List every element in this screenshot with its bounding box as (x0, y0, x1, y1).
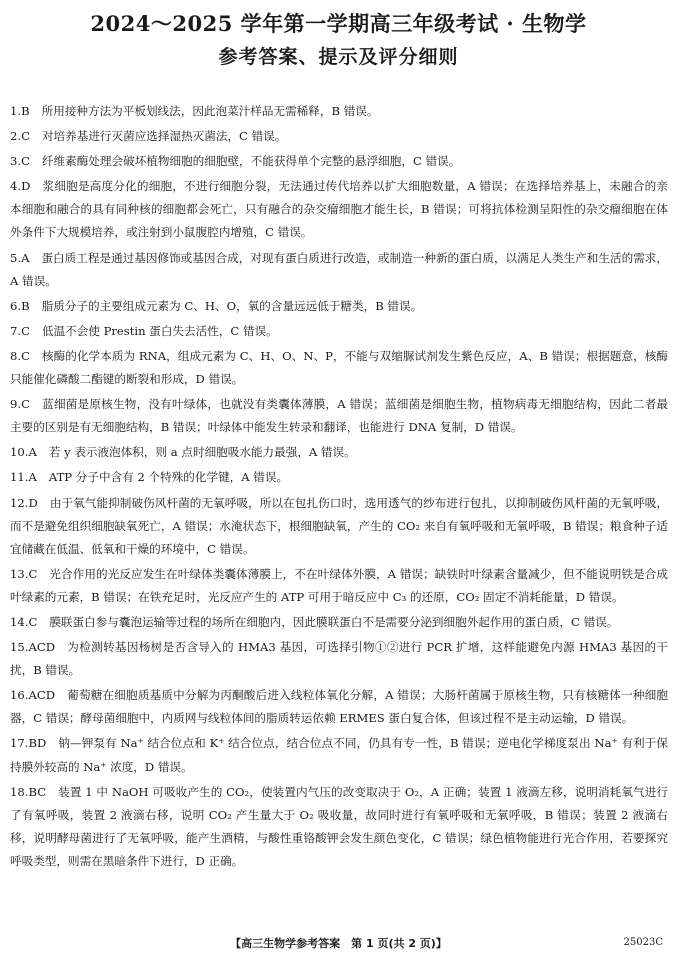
document-code: 25023C (623, 937, 663, 948)
answer-key: C (21, 348, 30, 363)
question-number: 17. (10, 736, 29, 751)
answer-key: C (21, 129, 30, 144)
answer-item (10, 492, 668, 561)
answer-explanation: 浆细胞是高度分化的细胞，不进行细胞分裂，无法通过传代培养以扩大细胞数量，A 错误；在选择培养基上，未融合的亲本细胞和融合的具有同种核的细胞都会死亡，只有融合的杂交瘤细胞才能生长，B 错误；可将抗体检测呈阳性的杂交瘤细胞在体外条件下大规模培养，或注射到小鼠腹腔内增殖，C 错误。 (10, 179, 668, 240)
answer-key: D (21, 179, 31, 194)
answer-explanation: ATP 分子中含有 2 个特殊的化学键，A 错误。 (48, 470, 289, 485)
answer-key: C (28, 614, 38, 629)
question-number: 12. (10, 495, 29, 510)
answer-explanation: 蛋白质工程是通过基因修饰或基因合成，对现有蛋白质进行改造，或制造一种新的蛋白质，以满足人类生产和生活的需求，A 错误。 (10, 250, 668, 288)
answer-item (10, 636, 668, 682)
question-number: 8. (10, 348, 22, 363)
question-number: 11. (10, 470, 29, 485)
answer-key: B (21, 104, 30, 118)
page-footer: 【高三生物学参考答案 第 1 页(共 2 页)】 (230, 937, 447, 950)
question-number: 4. (10, 179, 22, 194)
question-number: 15. (10, 640, 29, 655)
answer-key: B (21, 298, 30, 313)
answer-item (10, 441, 668, 464)
answer-item (10, 563, 668, 609)
answer-item (10, 732, 668, 778)
question-number: 18. (10, 784, 29, 799)
answer-explanation: 葡萄糖在细胞质基质中分解为丙酮酸后进入线粒体氧化分解，A 错误；大肠杆菌属于原核生物，只有核糖体一种细胞器，C 错误；酵母菌细胞中，内质网与线粒体间的脂质转运依赖 ERMES 蛋白复合体，但该过程不是主动运输，D 错误。 (10, 688, 668, 726)
answer-explanation: 低温不会使 Prestin 蛋白失去活性，C 错误。 (41, 323, 278, 338)
answer-item (10, 247, 668, 293)
question-number: 10. (10, 445, 29, 460)
answer-item (10, 125, 668, 148)
answer-item (10, 684, 668, 730)
question-number: 2. (10, 129, 22, 144)
answer-item (10, 175, 668, 244)
answer-item (10, 100, 668, 123)
question-number: 13. (10, 566, 29, 581)
answer-item (10, 611, 668, 634)
answer-list (10, 100, 668, 875)
answer-item (10, 320, 668, 343)
answer-item (10, 466, 668, 489)
page-title: 2024～2025 学年第一学期高三年级考试 · 生物学 (90, 11, 587, 36)
answer-key: BD (28, 736, 47, 751)
answer-key: C (21, 323, 30, 338)
question-number: 14. (10, 614, 29, 629)
question-number: 3. (10, 154, 22, 169)
answer-explanation: 光合作用的光反应发生在叶绿体类囊体薄膜上，不在叶绿体外膜，A 错误；缺铁时叶绿素含量减少，但不能说明铁是合成叶绿素的元素，B 错误；在铁充足时，光反应产生的 ATP 可用于暗反应中 C₃ 的还原，CO₂ 固定不消耗能量，D 错误。 (10, 566, 668, 604)
answer-key: A (28, 445, 37, 460)
answer-item (10, 345, 668, 391)
answer-explanation: 脂质分子的主要组成元素为 C、H、O，氧的含量远远低于糖类，B 错误。 (41, 298, 423, 313)
answer-item (10, 150, 668, 173)
answer-key: ACD (28, 688, 55, 703)
answer-key: C (28, 566, 38, 581)
answer-explanation: 由于氧气能抑制破伤风杆菌的无氧呼吸，所以在包扎伤口时，选用透气的纱布进行包扎，以抑制破伤风杆菌的无氧呼吸，而不是避免组织细胞缺氧死亡，A 错误；水淹状态下，根细胞缺氧，产生的 CO₂ 来自有氧呼吸和无氧呼吸，B 错误；粮食种子适宜储藏在低温、低氧和干燥的环境中，C 错误。 (10, 495, 668, 556)
question-number: 9. (10, 397, 22, 412)
question-number: 1. (10, 104, 22, 118)
answer-explanation: 膜联蛋白参与囊泡运输等过程的场所在细胞内，因此膜联蛋白不是需要分泌到细胞外起作用的蛋白质，C 错误。 (49, 614, 619, 629)
answer-explanation: 核酶的化学本质为 RNA，组成元素为 C、H、O、N、P，不能与双缩脲试剂发生紫色反应，A、B 错误；根据题意，核酶只能催化磷酸二酯键的断裂和形成，D 错误。 (10, 348, 668, 387)
question-number: 5. (10, 250, 22, 265)
answer-explanation: 装置 1 中 NaOH 可吸收产生的 CO₂，使装置内气压的改变取决于 O₂，A 正确；装置 1 液滴左移，说明消耗氧气进行了有氧呼吸，装置 2 液滴右移，说明 CO₂ 产生量大于 O₂ 吸收量，故同时进行有氧呼吸和无氧呼吸，B 错误；装置 2 液滴右移，说明酵母菌进行了无氧呼吸，能产生酒精，与酸性重铬酸钾会发生颜色变化，C 错误；绿色植物能进行光合作用，若要探究呼吸类型，则需在黑暗条件下进行，D 正确。 (10, 784, 668, 868)
page-subtitle: 参考答案、提示及评分细则 (218, 46, 459, 68)
answer-explanation: 蓝细菌是原核生物，没有叶绿体，也就没有类囊体薄膜，A 错误；蓝细菌是细胞生物，植物病毒无细胞结构，因此二者最主要的区别是有无细胞结构，B 错误；叶绿体中能发生转录和翻译，也能进行 DNA 复制，D 错误。 (10, 397, 668, 435)
question-number: 7. (10, 323, 22, 338)
answer-item (10, 393, 668, 439)
answer-key: D (28, 495, 38, 510)
answer-key: A (28, 470, 37, 485)
question-number: 16. (10, 688, 29, 703)
question-number: 6. (10, 298, 22, 313)
answer-key: ACD (28, 640, 55, 655)
answer-key: C (21, 154, 30, 169)
answer-item (10, 781, 668, 873)
answer-explanation: 钠—钾泵有 Na⁺ 结合位点和 K⁺ 结合位点，结合位点不同，仍具有专一性，B 错误；逆电化学梯度泵出 Na⁺ 有利于保持膜外较高的 Na⁺ 浓度，D 错误。 (10, 736, 668, 774)
answer-key: C (21, 397, 30, 412)
answer-explanation: 所用接种方法为平板划线法，因此泡菜汁样品无需稀释，B 错误。 (41, 104, 379, 118)
answer-key: A (21, 250, 30, 265)
answer-explanation: 对培养基进行灭菌应选择湿热灭菌法，C 错误。 (41, 129, 287, 144)
answer-key: BC (28, 784, 47, 799)
answer-item (10, 295, 668, 318)
answer-explanation: 纤维素酶处理会破坏植物细胞的细胞壁，不能获得单个完整的悬浮细胞，C 错误。 (41, 154, 461, 169)
answer-explanation: 为检测转基因杨树是否含导入的 HMA3 基因，可选择引物①②进行 PCR 扩增，这样能避免内源 HMA3 基因的干扰，B 错误。 (10, 640, 668, 678)
answer-explanation: 若 y 表示液泡体积，则 a 点时细胞吸水能力最强，A 错误。 (48, 445, 356, 460)
